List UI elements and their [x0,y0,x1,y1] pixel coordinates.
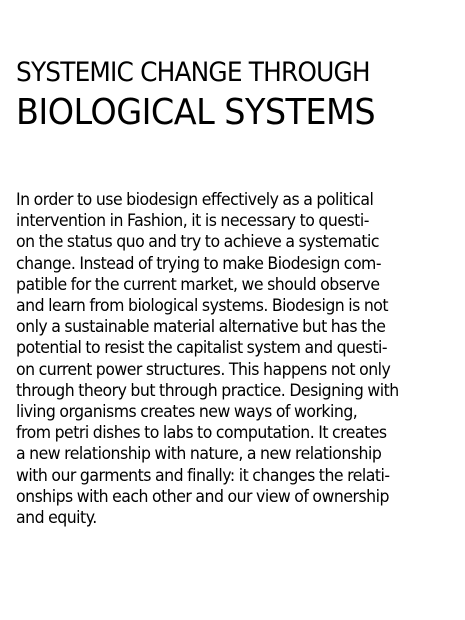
body-line-3: on the status quo and try to achieve a systematic [16,232,380,253]
body-line-8: potential to resist the capitalist system and questi- [16,338,388,359]
body-line-16: and equity. [16,508,97,529]
body-line-14: with our garments and finally: it changes the relati- [16,465,390,486]
body-line-10: through theory but through practice. Designing with [16,380,399,401]
body-line-12: from petri dishes to labs to computation. It creates [16,423,387,444]
body-paragraph [16,190,456,529]
title-line-2: BIOLOGICAL SYSTEMS [16,92,376,133]
page-title [16,55,456,135]
body-line-5: patible for the current market, we should observe [16,274,380,295]
body-line-15: onships with each other and our view of ownership [16,486,389,507]
body-line-9: on current power structures. This happens not only [16,359,391,380]
body-line-11: living organisms creates new ways of working, [16,402,358,423]
body-line-7: only a sustainable material alternative but has the [16,317,386,338]
body-line-6: and learn from biological systems. Biodesign is not [16,296,389,317]
body-line-13: a new relationship with nature, a new relationship [16,444,382,465]
body-line-2: intervention in Fashion, it is necessary to questi- [16,211,369,232]
title-line-1: SYSTEMIC CHANGE THROUGH [16,57,370,88]
body-line-1: In order to use biodesign effectively as a political [16,190,374,210]
body-line-4: change. Instead of trying to make Biodesign com- [16,253,382,274]
